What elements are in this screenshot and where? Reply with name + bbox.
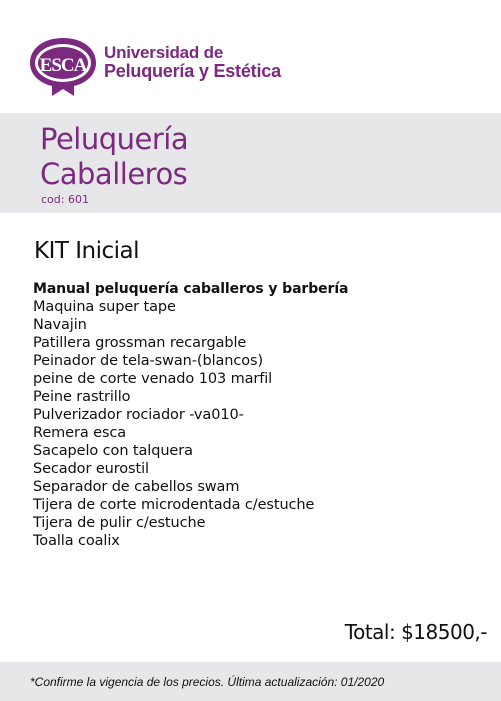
list-item: peine de corte venado 103 marfil: [33, 371, 273, 387]
course-code: cod: 601: [41, 193, 89, 206]
price-disclaimer: *Confirme la vigencia de los precios. Última actualización: 01/2020: [30, 675, 385, 689]
list-item: Patillera grossman recargable: [33, 335, 247, 351]
list-item: Toalla coalix: [33, 533, 120, 549]
logo-text: ESCA: [39, 55, 87, 76]
course-title-band: [0, 113, 501, 213]
list-item: Peine rastrillo: [33, 389, 131, 405]
list-item: Pulverizador rociador -va010-: [33, 407, 244, 423]
list-item: Remera esca: [33, 425, 127, 441]
list-item: Separador de cabellos swam: [33, 479, 240, 495]
list-item: Tijera de corte microdentada c/estuche: [33, 497, 315, 513]
list-item: Manual peluquería caballeros y barbería: [33, 281, 349, 297]
course-title-line1: Peluquería: [40, 122, 189, 156]
list-item: Secador eurostil: [33, 461, 149, 477]
brand-line2: Peluquería y Estética: [104, 61, 281, 81]
total-price: Total: $18500,-: [344, 620, 487, 644]
list-item: Tijera de pulir c/estuche: [33, 515, 206, 531]
course-title-line2: Caballeros: [40, 157, 188, 191]
brand-name: [104, 44, 281, 80]
kit-list: [33, 280, 473, 550]
esca-logo: [28, 36, 98, 98]
brand-line1: Universidad de: [104, 43, 224, 62]
page-header: [0, 0, 501, 113]
kit-heading: KIT Inicial: [34, 238, 139, 264]
footer: [0, 662, 501, 701]
list-item: Navajin: [33, 317, 87, 333]
list-item: Maquina super tape: [33, 299, 176, 315]
list-item: Peinador de tela-swan-(blancos): [33, 353, 264, 369]
list-item: Sacapelo con talquera: [33, 443, 193, 459]
